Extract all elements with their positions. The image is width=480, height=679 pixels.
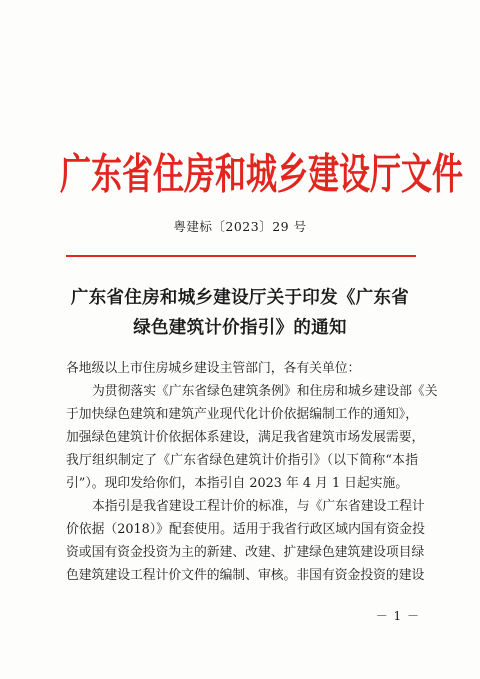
paragraph-1-line-1: 为贯彻落实《广东省绿色建筑条例》和住房和城乡建设部《关 bbox=[92, 384, 438, 399]
paragraph-2-line-4: 色建筑建设工程计价文件的编制、审核。非国有资金投资的建设 bbox=[66, 568, 425, 583]
document-number: 粤建标〔2023〕29 号 bbox=[173, 219, 307, 234]
paragraph-2-line-2: 价依据（2018）》配套使用。适用于我省行政区域内国有资金投 bbox=[66, 522, 425, 537]
notice-body bbox=[66, 357, 438, 587]
notice-title-line-2: 绿色建筑计价指引》的通知 bbox=[133, 318, 347, 338]
page-number: － 1 － bbox=[375, 609, 420, 623]
paragraph-2-line-3: 资或国有资金投资为主的新建、改建、扩建绿色建筑建设项目绿 bbox=[66, 545, 425, 560]
paragraph-1-line-3: 加强绿色建筑计价依据体系建设，满足我省建筑市场发展需要， bbox=[66, 430, 425, 445]
salutation: 各地级以上市住房城乡建设主管部门，各有关单位： bbox=[66, 361, 361, 376]
paragraph-2 bbox=[66, 495, 425, 587]
paragraph-1-line-2: 于加快绿色建筑和建筑产业现代化计价依据编制工作的通知》， bbox=[66, 407, 418, 422]
paragraph-2-line-1: 本指引是我省建设工程计价的标准，与《广东省建设工程计 bbox=[92, 499, 425, 514]
paragraph-1-line-5: 引”）。现印发给你们，本指引自 2023 年 4 月 1 日起实施。 bbox=[66, 476, 409, 491]
paragraph-1 bbox=[66, 380, 438, 495]
paragraph-1-line-4: 我厅组织制定了《广东省绿色建筑计价指引》（以下简称“本指 bbox=[66, 453, 418, 468]
red-divider-line bbox=[66, 255, 416, 257]
document-header-title: 广东省住房和城乡建设厅文件 bbox=[60, 150, 463, 200]
notice-title-line-1: 广东省住房和城乡建设厅关于印发《广东省 bbox=[70, 288, 410, 308]
notice-title bbox=[50, 283, 430, 343]
